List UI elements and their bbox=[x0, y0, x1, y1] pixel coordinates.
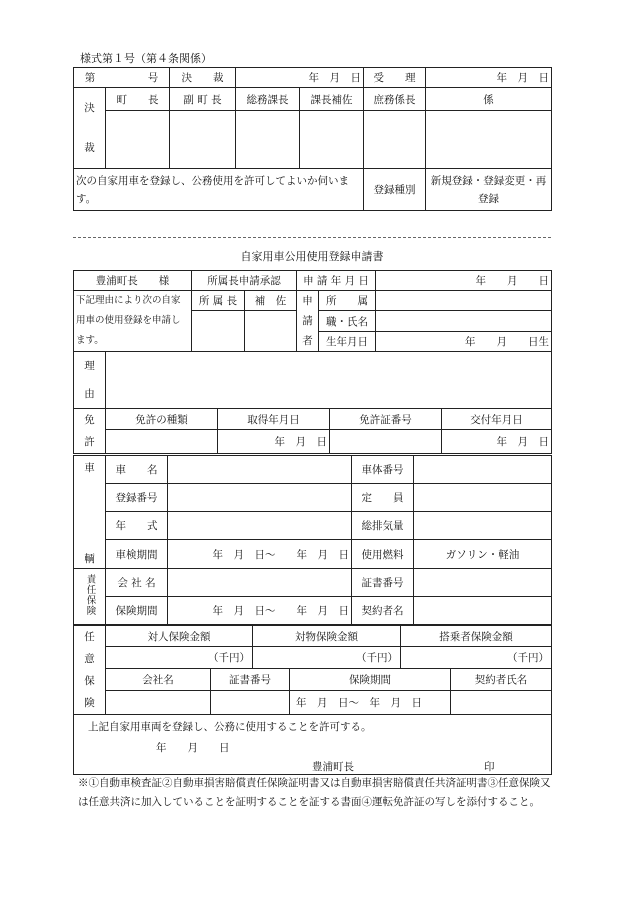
inspection-field[interactable]: 年 月 日～ 年 月 日 bbox=[168, 540, 352, 569]
vol-period-field[interactable]: 年 月 日～ 年 月 日 bbox=[290, 691, 451, 715]
chassis-no-label: 車体番号 bbox=[352, 456, 414, 484]
liability-insurance-text: 責任保険 bbox=[84, 574, 96, 616]
license-type-header: 免許の種類 bbox=[106, 409, 218, 430]
application-header-table bbox=[73, 270, 552, 352]
affiliation-label: 所 属 bbox=[319, 291, 376, 311]
model-year-field[interactable] bbox=[168, 512, 352, 540]
reason-field[interactable] bbox=[106, 352, 552, 409]
reg-no-field[interactable] bbox=[168, 484, 352, 512]
reason-char-1: 理 bbox=[84, 360, 95, 372]
insurance-period-label: 保険期間 bbox=[106, 597, 168, 625]
name-label: 職・氏名 bbox=[319, 311, 376, 332]
vol-cert-header: 証書番号 bbox=[211, 669, 290, 691]
birth-value[interactable]: 年 月 日生 bbox=[376, 332, 552, 352]
reg-type-value[interactable]: 新規登録・登録変更・再登録 bbox=[426, 169, 552, 211]
addressee: 豊浦町長 様 bbox=[74, 271, 192, 291]
apply-date-label: 申 請 年 月 日 bbox=[297, 271, 376, 291]
approval-char-1: 決 bbox=[84, 102, 95, 114]
voluntary-char-3: 保 bbox=[84, 675, 95, 687]
license-number-field[interactable] bbox=[330, 430, 442, 454]
dashed-separator bbox=[73, 237, 551, 238]
license-issued-header: 交付年月日 bbox=[442, 409, 552, 430]
applicant-char-2: 請 bbox=[302, 315, 313, 327]
approval-char-2: 裁 bbox=[84, 142, 95, 154]
apply-date-value[interactable]: 年 月 日 bbox=[376, 271, 552, 291]
vehicle-table bbox=[73, 455, 552, 625]
decision-label: 決 裁 bbox=[170, 68, 236, 88]
application-request-text: 下記理由により次の自家用車の使用登録を申請します。 bbox=[74, 291, 192, 352]
role-deputy-mayor: 副 町 長 bbox=[170, 88, 236, 111]
number-label: 第 号 bbox=[74, 68, 170, 88]
voluntary-char-1: 任 bbox=[84, 631, 95, 643]
applicant-label bbox=[297, 291, 319, 352]
property-damage-field[interactable]: （千円） bbox=[253, 647, 401, 669]
cert-no-label: 証書番号 bbox=[352, 569, 414, 597]
stamp-box-section-head[interactable] bbox=[364, 111, 426, 169]
contractor-label: 契約者名 bbox=[352, 597, 414, 625]
license-acquired-header: 取得年月日 bbox=[218, 409, 330, 430]
passenger-header: 搭乗者保険金額 bbox=[401, 626, 552, 647]
liability-insurance-label bbox=[74, 569, 106, 625]
permit-mayor: 豊浦町長 bbox=[312, 761, 354, 773]
dept-head-stamp[interactable] bbox=[192, 311, 245, 352]
vol-company-field[interactable] bbox=[106, 691, 211, 715]
license-char-2: 許 bbox=[84, 436, 95, 448]
license-acquired-field[interactable]: 年 月 日 bbox=[218, 430, 330, 454]
reason-license-table bbox=[73, 351, 552, 454]
decision-date: 年 月 日 bbox=[236, 68, 364, 88]
contractor-field[interactable] bbox=[414, 597, 552, 625]
assistant-label: 補 佐 bbox=[245, 291, 297, 311]
license-char-1: 免 bbox=[84, 414, 95, 426]
voluntary-insurance-label bbox=[74, 626, 106, 715]
voluntary-insurance-table bbox=[73, 625, 552, 775]
role-staff: 係 bbox=[426, 88, 552, 111]
seal-mark: 印 bbox=[484, 761, 495, 773]
receipt-label: 受 理 bbox=[364, 68, 426, 88]
displacement-field[interactable] bbox=[414, 512, 552, 540]
role-assistant-chief: 課長補佐 bbox=[300, 88, 364, 111]
vol-contractor-header: 契約者氏名 bbox=[451, 669, 552, 691]
decision-table bbox=[73, 67, 552, 211]
displacement-label: 総排気量 bbox=[352, 512, 414, 540]
vol-company-header: 会社名 bbox=[106, 669, 211, 691]
vol-cert-field[interactable] bbox=[211, 691, 290, 715]
bodily-injury-header: 対人保険金額 bbox=[106, 626, 253, 647]
capacity-field[interactable] bbox=[414, 484, 552, 512]
permit-date: 年 月 日 bbox=[156, 742, 230, 754]
applicant-char-3: 者 bbox=[302, 335, 313, 347]
dept-head-label: 所 属 長 bbox=[192, 291, 245, 311]
inspection-label: 車検期間 bbox=[106, 540, 168, 569]
property-damage-header: 対物保険金額 bbox=[253, 626, 401, 647]
stamp-box-assistant-chief[interactable] bbox=[300, 111, 364, 169]
affiliation-field[interactable] bbox=[376, 291, 552, 311]
permit-section bbox=[74, 715, 552, 775]
license-type-field[interactable] bbox=[106, 430, 218, 454]
reason-char-2: 由 bbox=[84, 388, 95, 400]
bodily-injury-field[interactable]: （千円） bbox=[106, 647, 253, 669]
license-label bbox=[74, 409, 106, 454]
company-name-label: 会 社 名 bbox=[106, 569, 168, 597]
company-name-field[interactable] bbox=[168, 569, 352, 597]
stamp-box-deputy-mayor[interactable] bbox=[170, 111, 236, 169]
vol-period-header: 保険期間 bbox=[290, 669, 451, 691]
application-title: 自家用車公用使用登録申請書 bbox=[240, 250, 384, 263]
vehicle-label bbox=[74, 456, 106, 569]
voluntary-char-2: 意 bbox=[84, 653, 95, 665]
permit-text: 上記自家用車両を登録し、公務に使用することを許可する。 bbox=[88, 721, 372, 733]
attachment-note: ※①自動車検査証②自動車損害賠償責任保険証明書又は自動車損害賠償責任共済証明書③任意保険又は任意共済に加入していることを証明することを証する書面④運転免許証の写しを添付すること。 bbox=[78, 777, 551, 808]
request-text: 次の自家用車を登録し、公務使用を許可してよいか伺います。 bbox=[74, 169, 364, 211]
dept-head-approval: 所属長申請承認 bbox=[192, 271, 297, 291]
cert-no-field[interactable] bbox=[414, 569, 552, 597]
form-number: 様式第１号（第４条関係） bbox=[80, 52, 212, 65]
car-name-field[interactable] bbox=[168, 456, 352, 484]
reason-label bbox=[74, 352, 106, 409]
applicant-char-1: 申 bbox=[302, 295, 313, 307]
receipt-date: 年 月 日 bbox=[426, 68, 552, 88]
voluntary-char-4: 険 bbox=[84, 697, 95, 709]
license-issued-field[interactable]: 年 月 日 bbox=[442, 430, 552, 454]
capacity-label: 定 員 bbox=[352, 484, 414, 512]
car-name-label: 車 名 bbox=[106, 456, 168, 484]
role-section-head: 庶務係長 bbox=[364, 88, 426, 111]
passenger-field[interactable]: （千円） bbox=[401, 647, 552, 669]
vol-contractor-field[interactable] bbox=[451, 691, 552, 715]
stamp-box-staff[interactable] bbox=[426, 111, 552, 169]
stamp-box-general-affairs-chief[interactable] bbox=[236, 111, 300, 169]
vehicle-char-2: 輌 bbox=[84, 553, 95, 565]
fuel-field[interactable]: ガソリン・軽油 bbox=[414, 540, 552, 569]
model-year-label: 年 式 bbox=[106, 512, 168, 540]
role-mayor: 町 長 bbox=[106, 88, 170, 111]
role-general-affairs-chief: 総務課長 bbox=[236, 88, 300, 111]
approval-label bbox=[74, 88, 106, 169]
fuel-label: 使用燃料 bbox=[352, 540, 414, 569]
chassis-no-field[interactable] bbox=[414, 456, 552, 484]
reg-no-label: 登録番号 bbox=[106, 484, 168, 512]
license-number-header: 免許証番号 bbox=[330, 409, 442, 430]
stamp-box-mayor[interactable] bbox=[106, 111, 170, 169]
reg-type-label: 登録種別 bbox=[364, 169, 426, 211]
assistant-stamp[interactable] bbox=[245, 311, 297, 352]
vehicle-char-1: 車 bbox=[84, 462, 95, 474]
birth-label: 生年月日 bbox=[319, 332, 376, 352]
insurance-period-field[interactable]: 年 月 日～ 年 月 日 bbox=[168, 597, 352, 625]
name-field[interactable] bbox=[376, 311, 552, 332]
